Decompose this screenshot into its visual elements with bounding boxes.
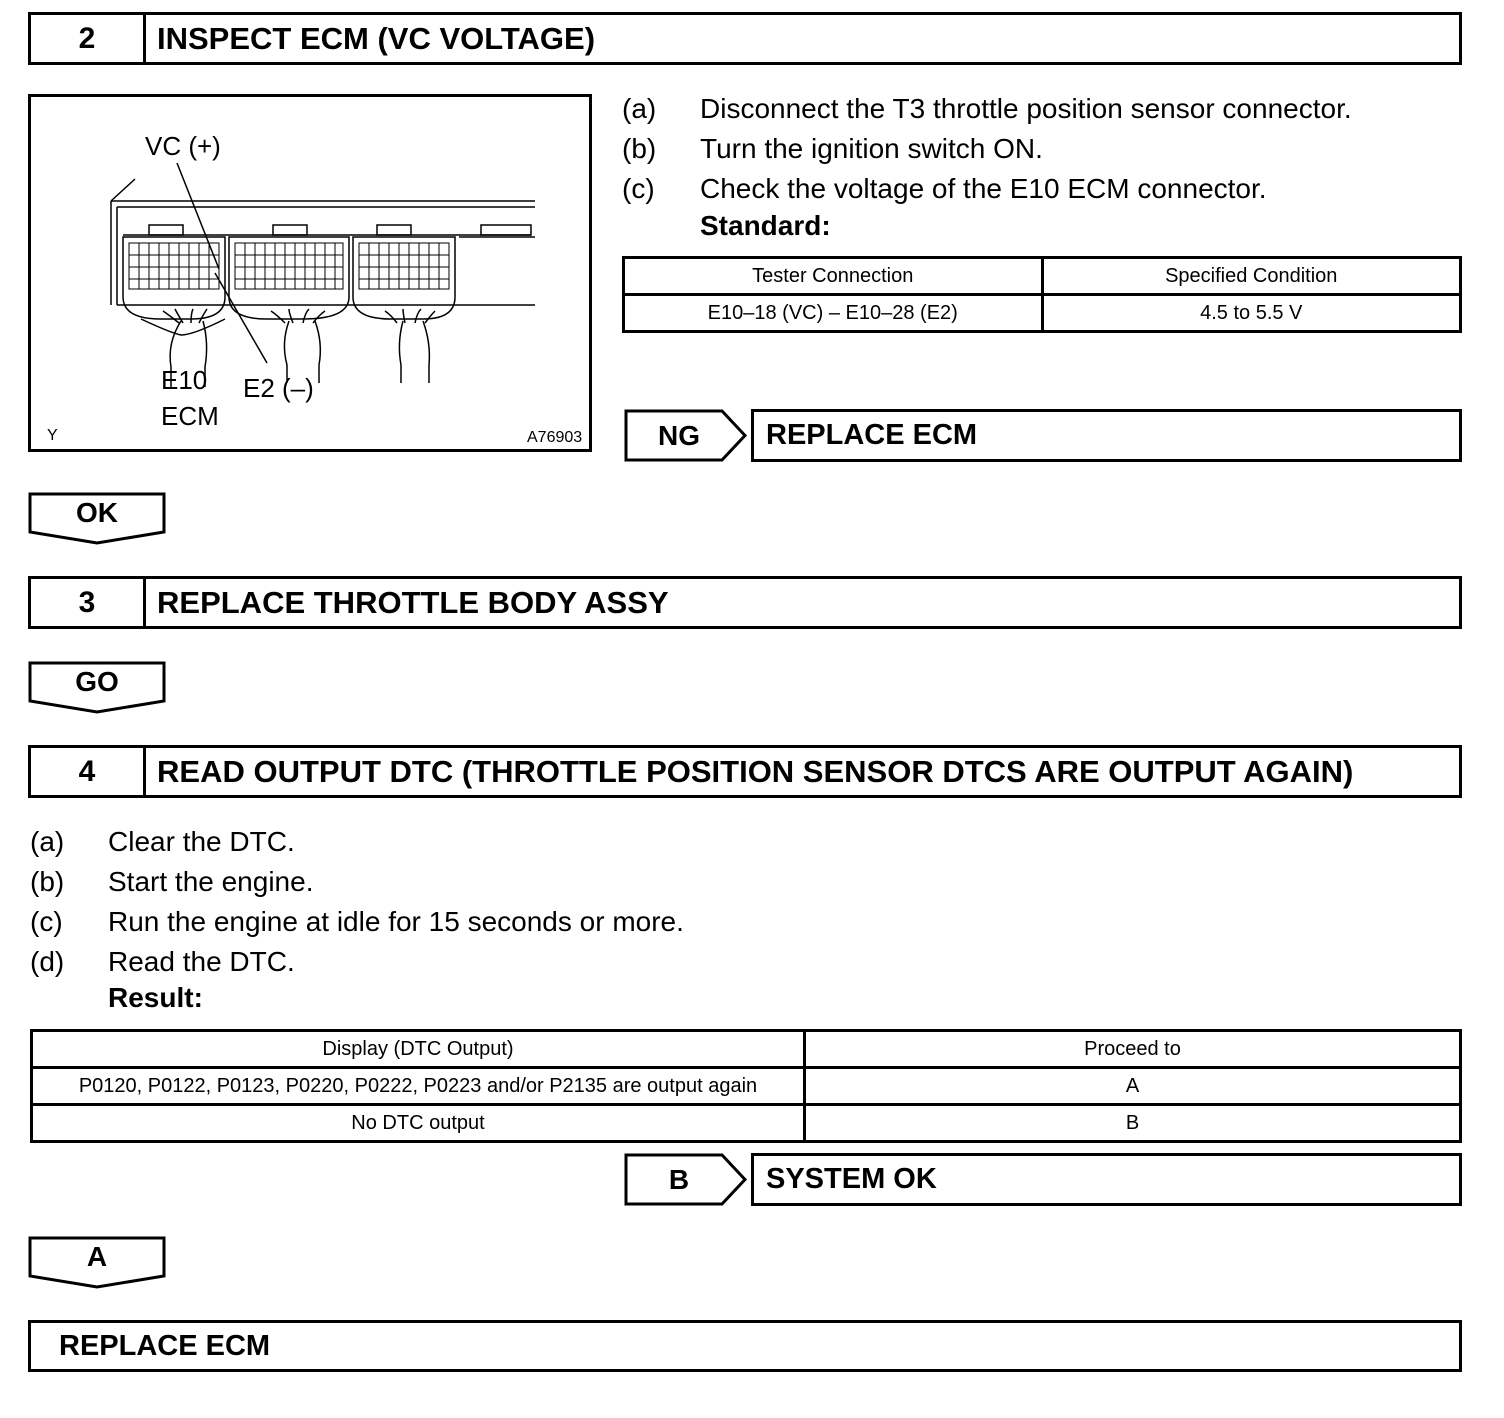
table-cell: E10–18 (VC) – E10–28 (E2) <box>624 295 1043 332</box>
figure-corner-y: Y <box>47 427 58 444</box>
instruction-text: Read the DTC. <box>108 946 295 977</box>
instruction-text: Run the engine at idle for 15 seconds or more. <box>108 906 684 937</box>
final-action-box <box>28 1320 1462 1372</box>
b-tag <box>624 1153 748 1206</box>
instruction-text: Disconnect the T3 throttle position sensor connector. <box>700 93 1352 124</box>
ng-label: NG <box>658 419 700 451</box>
instruction-label: (b) <box>30 866 65 897</box>
table-header-row <box>32 1031 1461 1068</box>
instruction-label: (a) <box>30 826 65 857</box>
table-row <box>624 295 1461 332</box>
e10-label: E10 <box>161 365 208 395</box>
step-3-title: REPLACE THROTTLE BODY ASSY <box>157 584 669 620</box>
step-3-header <box>28 576 1462 629</box>
a-label: A <box>86 1241 108 1272</box>
table-header-row <box>624 258 1461 295</box>
table-cell: B <box>805 1105 1461 1142</box>
step-2-header <box>28 12 1462 65</box>
figure-id: A76903 <box>527 429 583 446</box>
step-4-instructions <box>30 822 684 982</box>
instruction-row <box>622 89 1352 129</box>
instruction-row <box>30 942 684 982</box>
instruction-label: (a) <box>622 93 657 124</box>
b-label: B <box>668 1163 690 1195</box>
step-4-number: 4 <box>31 748 146 795</box>
ecm-label: ECM <box>161 401 219 431</box>
ecm-connector-figure <box>28 94 592 452</box>
ok-tag <box>28 492 166 546</box>
step-2-title: INSPECT ECM (VC VOLTAGE) <box>157 20 596 56</box>
a-tag <box>28 1236 166 1290</box>
instruction-text: Turn the ignition switch ON. <box>700 133 1043 164</box>
e2-minus-label: E2 (–) <box>243 373 314 403</box>
table-cell: A <box>805 1068 1461 1105</box>
go-tag <box>28 661 166 715</box>
instruction-row <box>622 169 1352 209</box>
result-label: Result: <box>108 982 203 1013</box>
step-4-header <box>28 745 1462 798</box>
instruction-row <box>30 822 684 862</box>
b-result-box: SYSTEM OK <box>751 1153 1462 1206</box>
table-header-cell: Specified Condition <box>1042 258 1461 295</box>
table-row <box>32 1105 1461 1142</box>
instruction-row <box>622 129 1352 169</box>
go-label: GO <box>75 666 119 697</box>
vc-plus-label: VC (+) <box>145 131 221 161</box>
instruction-row <box>30 902 684 942</box>
standard-table <box>622 256 1462 333</box>
instruction-row <box>30 862 684 902</box>
instruction-text: Clear the DTC. <box>108 826 295 857</box>
table-header-cell: Tester Connection <box>624 258 1043 295</box>
table-cell: P0120, P0122, P0123, P0220, P0222, P0223 and/or P2135 are output again <box>32 1068 805 1105</box>
standard-label: Standard: <box>700 210 831 241</box>
instruction-text: Start the engine. <box>108 866 314 897</box>
ok-label: OK <box>76 497 118 528</box>
step-3-number: 3 <box>31 579 146 626</box>
instruction-label: (d) <box>30 946 65 977</box>
instruction-label: (b) <box>622 133 657 164</box>
instruction-text: Check the voltage of the E10 ECM connector. <box>700 173 1267 204</box>
step-2-instructions <box>622 89 1352 209</box>
table-header-cell: Proceed to <box>805 1031 1461 1068</box>
ng-result-box: REPLACE ECM <box>751 409 1462 462</box>
instruction-label: (c) <box>30 906 63 937</box>
table-cell: No DTC output <box>32 1105 805 1142</box>
table-header-cell: Display (DTC Output) <box>32 1031 805 1068</box>
step-4-title: READ OUTPUT DTC (THROTTLE POSITION SENSOR DTCS ARE OUTPUT AGAIN) <box>157 753 1354 789</box>
instruction-label: (c) <box>622 173 655 204</box>
result-table <box>30 1029 1462 1143</box>
table-row <box>32 1068 1461 1105</box>
final-action-title: REPLACE ECM <box>59 1329 271 1362</box>
table-cell: 4.5 to 5.5 V <box>1042 295 1461 332</box>
step-2-number: 2 <box>31 15 146 62</box>
ng-tag <box>624 409 748 462</box>
